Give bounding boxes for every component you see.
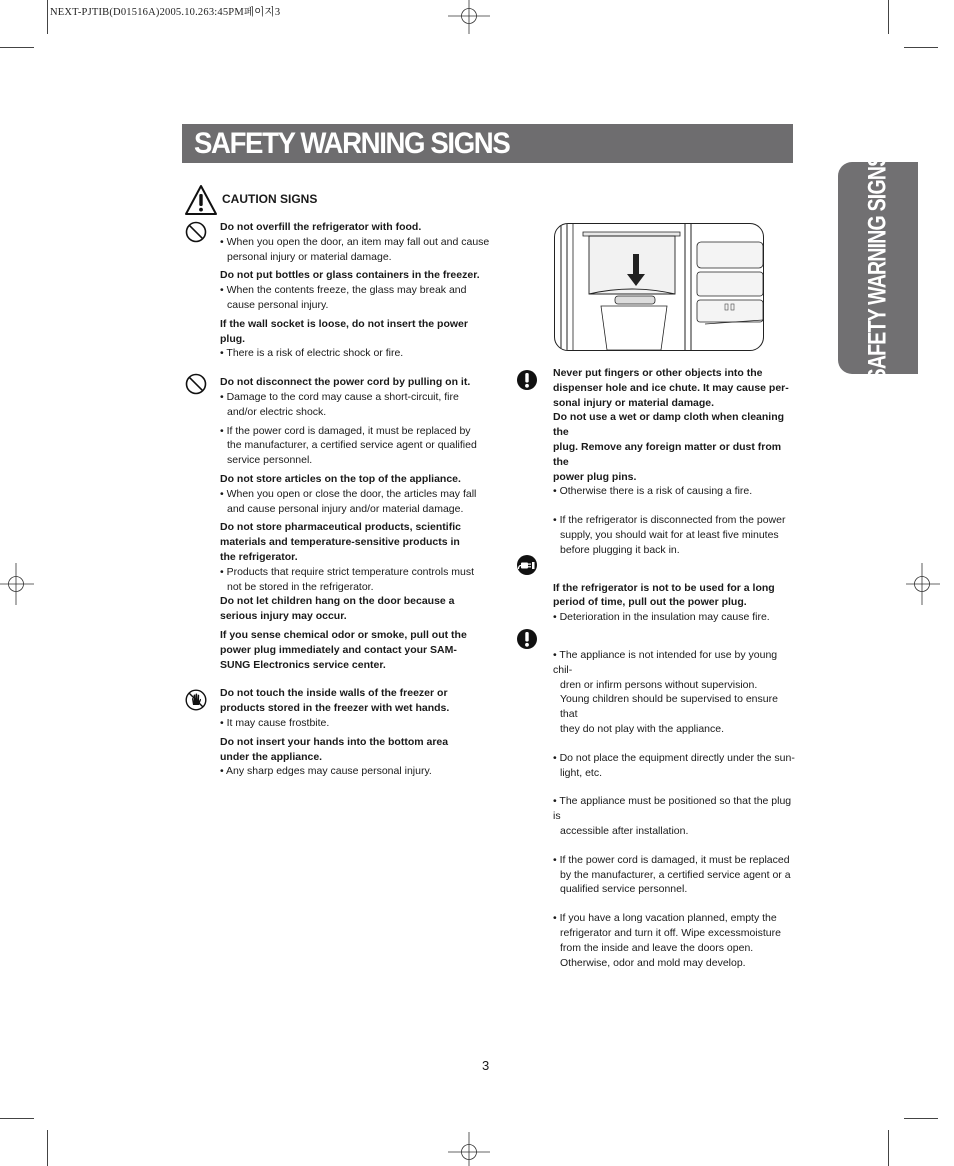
bullet-text: and cause personal injury and/or material damage.: [227, 502, 464, 515]
bullet-text: the manufacturer, a certified service agent or qualified: [227, 439, 477, 452]
instruction-heading: dispenser hole and ice chute. It may cause per-: [553, 381, 789, 394]
page-number: 3: [482, 1058, 490, 1073]
instruction-heading: under the appliance.: [220, 750, 323, 763]
print-header: NEXT-PJTIB(D01516A)2005.10.263:45PM페이지3: [50, 7, 281, 18]
instruction-heading: If the refrigerator is not to be used for a long: [553, 581, 775, 594]
instruction-heading: Do not store articles on the top of the appliance.: [220, 472, 461, 485]
bullet-text: • If the power cord is damaged, it must be replaced: [553, 853, 790, 866]
bullet-text: accessible after installation.: [560, 824, 689, 837]
bullet-text: • Any sharp edges may cause personal injury.: [220, 765, 432, 778]
bullet-text: • If the refrigerator is disconnected from the power: [553, 514, 786, 527]
bullet-text: • Do not place the equipment directly under the sun-: [553, 751, 795, 764]
bullet-text: they do not play with the appliance.: [560, 722, 725, 735]
bullet-text: service personnel.: [227, 454, 313, 467]
unplug-icon: [516, 554, 538, 576]
instruction-heading: materials and temperature-sensitive products in: [220, 536, 460, 549]
instruction-heading: plug.: [220, 332, 246, 345]
bullet-text: light, etc.: [560, 766, 603, 779]
bullet-text: • When you open or close the door, the articles may fall: [220, 487, 477, 500]
instruction-heading: sonal injury or material damage.: [553, 396, 715, 409]
warning-triangle-icon: [184, 184, 218, 216]
page-title: SAFETY WARNING SIGNS: [194, 127, 510, 160]
right-column: [553, 366, 798, 970]
bullet-text: • When you open the door, an item may fall out and cause: [220, 235, 490, 248]
side-tab: [838, 154, 918, 382]
bullet-text: • If you have a long vacation planned, empty the: [553, 912, 777, 925]
registration-mark-right: [906, 563, 940, 605]
bullet-text: • Products that require strict temperature controls must: [220, 565, 475, 578]
bullet-text: • There is a risk of electric shock or fire.: [220, 347, 404, 360]
instruction-heading: plug. Remove any foreign matter or dust from the: [553, 440, 782, 468]
instruction-heading: period of time, pull out the power plug.: [553, 596, 747, 609]
instruction-heading: products stored in the freezer with wet hands.: [220, 702, 450, 715]
bullet-text: • It may cause frostbite.: [220, 716, 330, 729]
instruction-heading: Do not store pharmaceutical products, scientific: [220, 521, 461, 534]
prohibited-icon: [185, 221, 207, 243]
bullet-text: not be stored in the refrigerator.: [227, 580, 374, 593]
title-bar: [182, 124, 793, 163]
bullet-text: • Otherwise there is a risk of causing a fire.: [553, 485, 753, 498]
left-column: [220, 220, 505, 779]
bullet-text: • Damage to the cord may cause a short-circuit, fire: [220, 390, 459, 403]
bullet-text: personal injury or material damage.: [227, 250, 392, 263]
mandatory-exclamation-icon: [516, 628, 538, 650]
instruction-heading: Do not use a wet or damp cloth when cleaning the: [553, 411, 785, 439]
bullet-text: refrigerator and turn it off. Wipe excessmoisture: [560, 926, 781, 939]
bullet-text: and/or electric shock.: [227, 405, 327, 418]
instruction-heading: Never put fingers or other objects into the: [553, 367, 763, 379]
registration-mark-bottom: [448, 1132, 490, 1166]
registration-mark-left: [0, 563, 34, 605]
bullet-text: supply, you should wait for at least five minutes: [560, 528, 779, 541]
bullet-text: qualified service personnel.: [560, 883, 688, 896]
mandatory-exclamation-icon: [516, 369, 538, 391]
instruction-heading: Do not overfill the refrigerator with food.: [220, 221, 422, 233]
instruction-heading: If you sense chemical odor or smoke, pull out the: [220, 628, 467, 641]
bullet-text: • Deterioration in the insulation may cause fire.: [553, 611, 770, 624]
bullet-text: Otherwise, odor and mold may develop.: [560, 956, 746, 969]
instruction-heading: Do not insert your hands into the bottom area: [220, 735, 449, 748]
instruction-heading: the refrigerator.: [220, 550, 298, 563]
registration-mark-top: [448, 0, 490, 34]
prohibited-icon: [185, 373, 207, 395]
instruction-heading: Do not put bottles or glass containers in the freezer.: [220, 269, 480, 282]
bullet-text: cause personal injury.: [227, 298, 329, 311]
bullet-text: from the inside and leave the doors open.: [560, 941, 754, 954]
dispenser-illustration: [554, 223, 764, 351]
instruction-heading: serious injury may occur.: [220, 610, 347, 623]
bullet-text: • When the contents freeze, the glass may break and: [220, 284, 467, 297]
instruction-heading: SUNG Electronics service center.: [220, 658, 386, 671]
instruction-heading: If the wall socket is loose, do not insert the power: [220, 317, 468, 330]
instruction-heading: power plug immediately and contact your SAM-: [220, 643, 457, 656]
bullet-text: before plugging it back in.: [560, 543, 680, 556]
bullet-text: • The appliance is not intended for use by young chil-: [553, 648, 778, 676]
bullet-text: Young children should be supervised to ensure that: [560, 693, 778, 721]
instruction-heading: power plug pins.: [553, 470, 637, 483]
bullet-text: by the manufacturer, a certified service agent or a: [560, 868, 791, 881]
instruction-heading: Do not touch the inside walls of the freezer or: [220, 687, 448, 700]
caution-signs-heading: CAUTION SIGNS: [222, 192, 318, 206]
no-touch-hand-icon: [185, 689, 207, 711]
instruction-heading: Do not let children hang on the door because a: [220, 595, 455, 608]
refrigerator-drawing: [555, 224, 763, 350]
bullet-text: • If the power cord is damaged, it must be replaced by: [220, 424, 471, 437]
instruction-heading: Do not disconnect the power cord by pulling on it.: [220, 376, 471, 389]
bullet-text: dren or infirm persons without supervision.: [560, 678, 758, 691]
bullet-text: • The appliance must be positioned so that the plug is: [553, 795, 792, 823]
side-tab-label: SAFETY WARNING SIGNS: [863, 154, 892, 382]
